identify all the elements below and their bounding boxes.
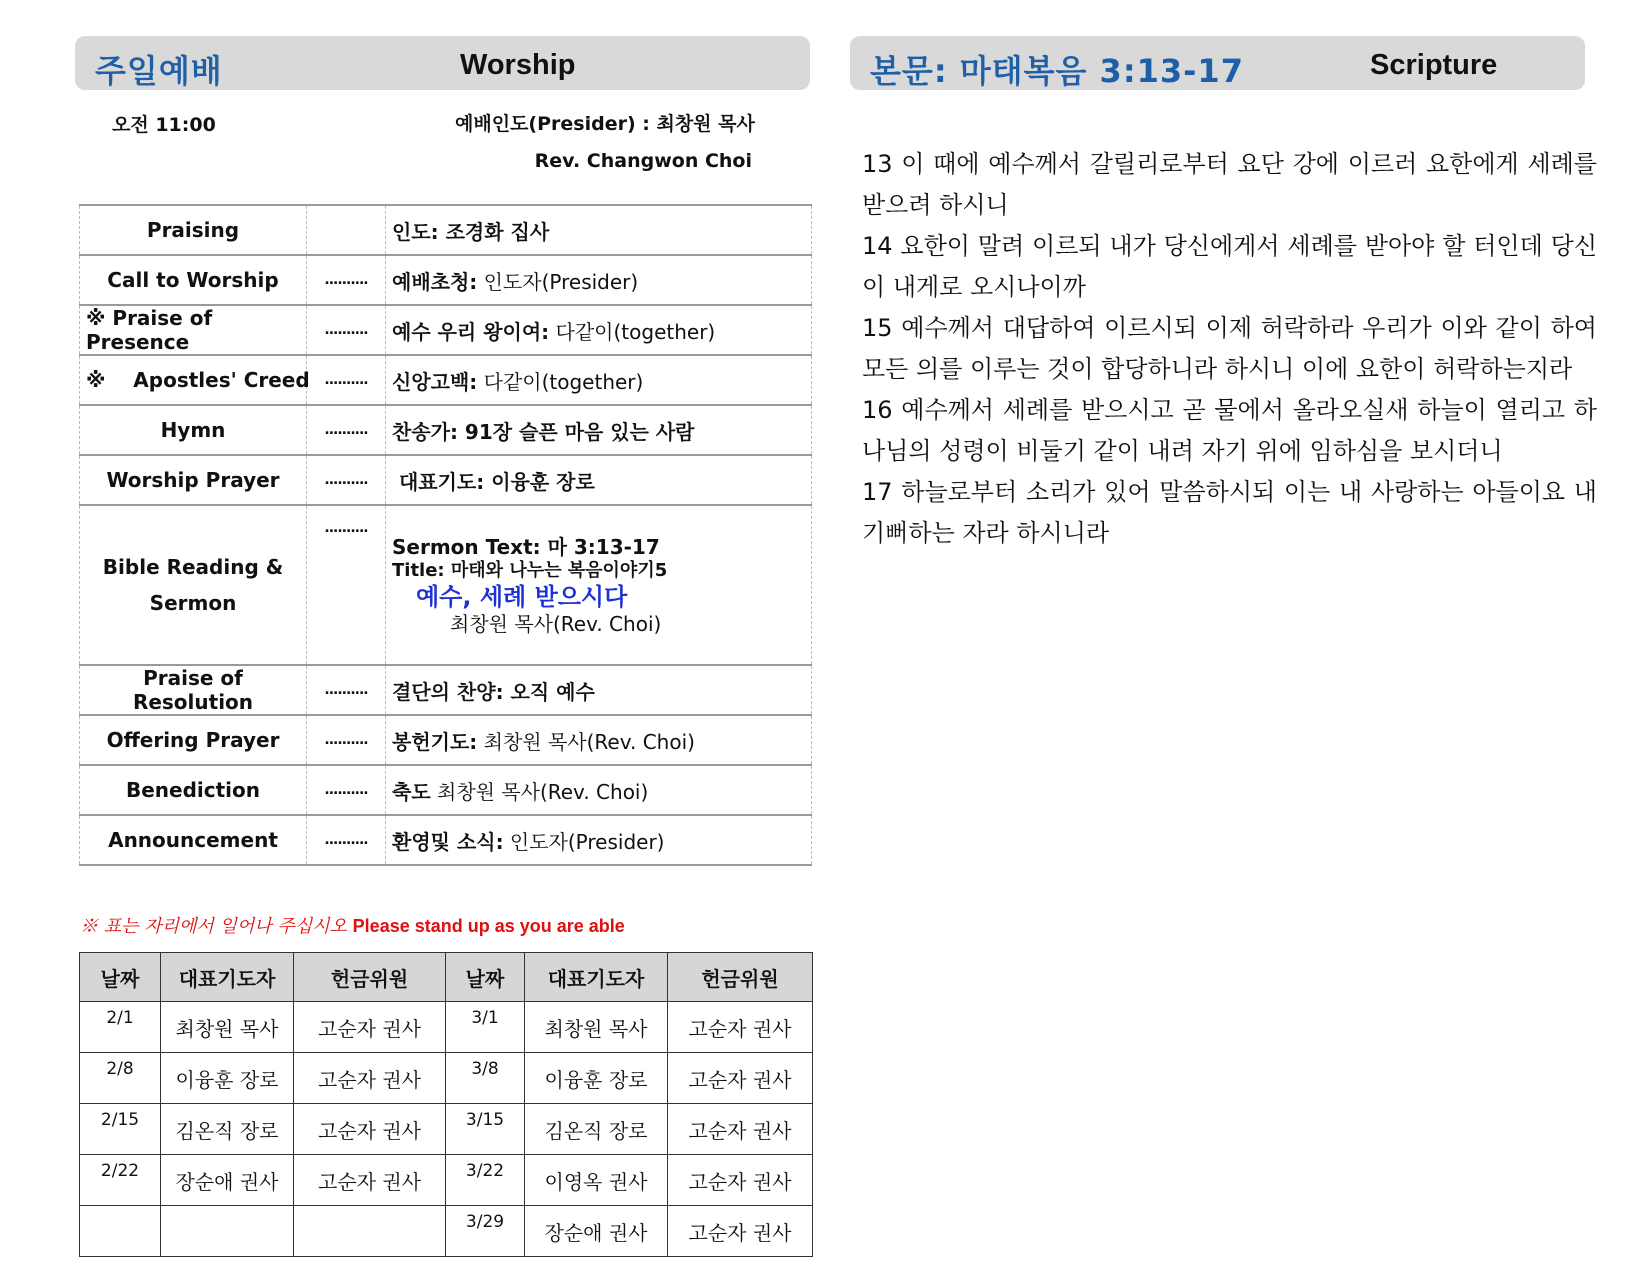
order-detail bbox=[386, 405, 812, 455]
order-dots: .......... bbox=[307, 765, 386, 815]
schedule-offering: 고순자 권사 bbox=[294, 1053, 446, 1104]
order-row-call-to-worship bbox=[80, 255, 812, 305]
verse-16: 16 예수께서 세례를 받으시고 곧 물에서 올라오실새 하늘이 열리고 하나님의 성령이 비둘기 같이 내려 자기 위에 임하심을 보시더니 bbox=[862, 396, 1597, 465]
schedule-header-prayer: 대표기도자 bbox=[161, 953, 294, 1002]
order-detail-bold: 봉헌기도: bbox=[392, 729, 478, 754]
order-detail bbox=[386, 715, 812, 765]
order-dots: .......... bbox=[307, 715, 386, 765]
order-label-sermon bbox=[80, 505, 307, 665]
schedule-date: 2/1 bbox=[80, 1002, 161, 1053]
schedule-prayer bbox=[161, 1206, 294, 1257]
schedule-prayer: 장순애 권사 bbox=[161, 1155, 294, 1206]
schedule-row bbox=[80, 1002, 813, 1053]
order-label: Announcement bbox=[80, 815, 307, 865]
schedule-header-prayer: 대표기도자 bbox=[525, 953, 668, 1002]
schedule-prayer: 최창원 목사 bbox=[161, 1002, 294, 1053]
schedule-date: 2/8 bbox=[80, 1053, 161, 1104]
schedule-offering: 고순자 권사 bbox=[668, 1104, 813, 1155]
order-dots: .......... bbox=[307, 255, 386, 305]
order-row-sermon bbox=[80, 505, 812, 665]
schedule-prayer: 이영옥 권사 bbox=[525, 1155, 668, 1206]
schedule-header-offering: 헌금위원 bbox=[668, 953, 813, 1002]
order-label: Call to Worship bbox=[80, 255, 307, 305]
schedule-header-date: 날짜 bbox=[446, 953, 525, 1002]
order-label: ※ Apostles' Creed bbox=[80, 355, 307, 405]
schedule-prayer: 이융훈 장로 bbox=[525, 1053, 668, 1104]
schedule-prayer: 김온직 장로 bbox=[525, 1104, 668, 1155]
presider-line: 예배인도(Presider) : 최창원 목사 bbox=[455, 113, 755, 135]
schedule-prayer: 최창원 목사 bbox=[525, 1002, 668, 1053]
schedule-prayer: 장순애 권사 bbox=[525, 1206, 668, 1257]
order-dots: .......... bbox=[307, 405, 386, 455]
schedule-date: 2/15 bbox=[80, 1104, 161, 1155]
sermon-title-blue: 예수, 세례 받으시다 bbox=[416, 582, 628, 611]
sermon-label-line1: Bible Reading & bbox=[102, 555, 284, 579]
order-label: Benediction bbox=[80, 765, 307, 815]
schedule-row bbox=[80, 1155, 813, 1206]
schedule-offering: 고순자 권사 bbox=[668, 1053, 813, 1104]
sermon-title-line bbox=[392, 559, 811, 581]
sermon-label-line2: Sermon bbox=[149, 591, 237, 615]
order-detail-rest: 최창원 목사(Rev. Choi) bbox=[430, 779, 649, 804]
order-row-offering-prayer bbox=[80, 715, 812, 765]
order-label: Praise of Resolution bbox=[80, 665, 307, 715]
order-dots: .......... bbox=[307, 355, 386, 405]
worship-title-ko: 주일예배 bbox=[95, 52, 223, 90]
order-dots: .......... bbox=[307, 665, 386, 715]
order-row-praise-of-presence bbox=[80, 305, 812, 355]
presider-english: Rev. Changwon Choi bbox=[534, 150, 752, 172]
order-detail bbox=[386, 205, 812, 255]
sermon-title-prefix: Title: bbox=[392, 559, 451, 581]
prayer-offering-schedule-table bbox=[79, 952, 813, 1257]
schedule-date bbox=[80, 1206, 161, 1257]
order-label: Praising bbox=[80, 205, 307, 255]
order-detail-bold: 결단의 찬양: 오직 예수 bbox=[392, 679, 595, 704]
schedule-row bbox=[80, 1104, 813, 1155]
schedule-header-offering: 헌금위원 bbox=[294, 953, 446, 1002]
order-row-praising bbox=[80, 205, 812, 255]
scripture-header bbox=[850, 36, 1585, 90]
schedule-prayer: 김온직 장로 bbox=[161, 1104, 294, 1155]
order-detail-bold: 환영및 소식: bbox=[392, 829, 504, 854]
stand-up-note bbox=[80, 912, 625, 938]
sermon-preacher: 최창원 목사(Rev. Choi) bbox=[450, 611, 662, 636]
order-detail-bold: 인도: 조경화 집사 bbox=[392, 219, 550, 244]
schedule-offering: 고순자 권사 bbox=[294, 1155, 446, 1206]
order-detail-rest: 최창원 목사(Rev. Choi) bbox=[477, 729, 695, 754]
order-dots: .......... bbox=[307, 305, 386, 355]
order-detail bbox=[386, 665, 812, 715]
order-dots: .......... bbox=[307, 505, 386, 665]
order-label: Worship Prayer bbox=[80, 455, 307, 505]
order-detail-bold: 대표기도: 이융훈 장로 bbox=[392, 469, 595, 494]
order-dots: .......... bbox=[307, 455, 386, 505]
order-label: ※ Praise of Presence bbox=[80, 305, 307, 355]
order-dots bbox=[307, 205, 386, 255]
order-dots: .......... bbox=[307, 815, 386, 865]
order-detail-bold: 신앙고백: bbox=[392, 369, 478, 394]
schedule-offering: 고순자 권사 bbox=[668, 1155, 813, 1206]
schedule-date: 3/1 bbox=[446, 1002, 525, 1053]
order-label: Offering Prayer bbox=[80, 715, 307, 765]
order-detail-rest: 다같이(together) bbox=[549, 319, 716, 344]
order-detail-bold: 찬송가: 91장 슬픈 마음 있는 사람 bbox=[392, 419, 695, 444]
order-row-hymn bbox=[80, 405, 812, 455]
order-row-worship-prayer bbox=[80, 455, 812, 505]
verse-15: 15 예수께서 대답하여 이르시되 이제 허락하라 우리가 이와 같이 하여 모든 의를 이루는 것이 합당하니라 하시니 이에 요한이 허락하는지라 bbox=[862, 314, 1597, 383]
order-row-benediction bbox=[80, 765, 812, 815]
order-detail-rest: 인도자(Presider) bbox=[503, 829, 665, 854]
scripture-title-en: Scripture bbox=[1370, 49, 1498, 81]
sermon-detail bbox=[386, 505, 812, 665]
schedule-date: 3/15 bbox=[446, 1104, 525, 1155]
worship-header bbox=[75, 36, 810, 90]
order-row-announcement bbox=[80, 815, 812, 865]
order-label: Hymn bbox=[80, 405, 307, 455]
stand-up-note-ko: ※ 표는 자리에서 일어나 주십시오 bbox=[80, 916, 347, 937]
verse-14: 14 요한이 말려 이르되 내가 당신에게서 세례를 받아야 할 터인데 당신이 내게로 오시나이까 bbox=[862, 232, 1597, 301]
sermon-title: 마태와 나누는 복음이야기5 bbox=[450, 559, 668, 581]
order-detail-rest: 다같이(together) bbox=[477, 369, 644, 394]
scripture-passage bbox=[862, 144, 1597, 554]
order-detail bbox=[386, 305, 812, 355]
order-detail-bold: 예수 우리 왕이여: bbox=[392, 319, 550, 344]
order-detail-bold: 예배초청: bbox=[392, 269, 478, 294]
scripture-title-ko: 본문: 마태복음 3:13-17 bbox=[870, 52, 1244, 90]
schedule-date: 3/22 bbox=[446, 1155, 525, 1206]
order-detail-rest: 인도자(Presider) bbox=[477, 269, 639, 294]
schedule-offering: 고순자 권사 bbox=[668, 1002, 813, 1053]
order-detail-bold: 축도 bbox=[392, 779, 431, 804]
schedule-offering: 고순자 권사 bbox=[294, 1104, 446, 1155]
stand-up-note-en: Please stand up as you are able bbox=[352, 916, 625, 936]
worship-title-en: Worship bbox=[460, 49, 576, 81]
schedule-date: 3/29 bbox=[446, 1206, 525, 1257]
order-of-service-table bbox=[79, 204, 812, 866]
schedule-offering: 고순자 권사 bbox=[668, 1206, 813, 1257]
schedule-date: 3/8 bbox=[446, 1053, 525, 1104]
schedule-row bbox=[80, 1206, 813, 1257]
order-detail bbox=[386, 815, 812, 865]
schedule-date: 2/22 bbox=[80, 1155, 161, 1206]
order-detail bbox=[386, 455, 812, 505]
schedule-header-date: 날짜 bbox=[80, 953, 161, 1002]
order-detail bbox=[386, 765, 812, 815]
order-detail bbox=[386, 355, 812, 405]
schedule-offering bbox=[294, 1206, 446, 1257]
order-detail bbox=[386, 255, 812, 305]
schedule-header-row bbox=[80, 953, 813, 1002]
order-row-apostles-creed bbox=[80, 355, 812, 405]
sermon-text-line: Sermon Text: 마 3:13-17 bbox=[392, 534, 660, 559]
schedule-row bbox=[80, 1053, 813, 1104]
order-row-praise-of-resolution bbox=[80, 665, 812, 715]
verse-17: 17 하늘로부터 소리가 있어 말씀하시되 이는 내 사랑하는 아들이요 내 기뻐하는 자라 하시니라 bbox=[862, 478, 1597, 547]
schedule-offering: 고순자 권사 bbox=[294, 1002, 446, 1053]
verse-13: 13 이 때에 예수께서 갈릴리로부터 요단 강에 이르러 요한에게 세례를 받으려 하시니 bbox=[862, 150, 1597, 219]
schedule-prayer: 이융훈 장로 bbox=[161, 1053, 294, 1104]
service-time: 오전 11:00 bbox=[112, 114, 216, 136]
